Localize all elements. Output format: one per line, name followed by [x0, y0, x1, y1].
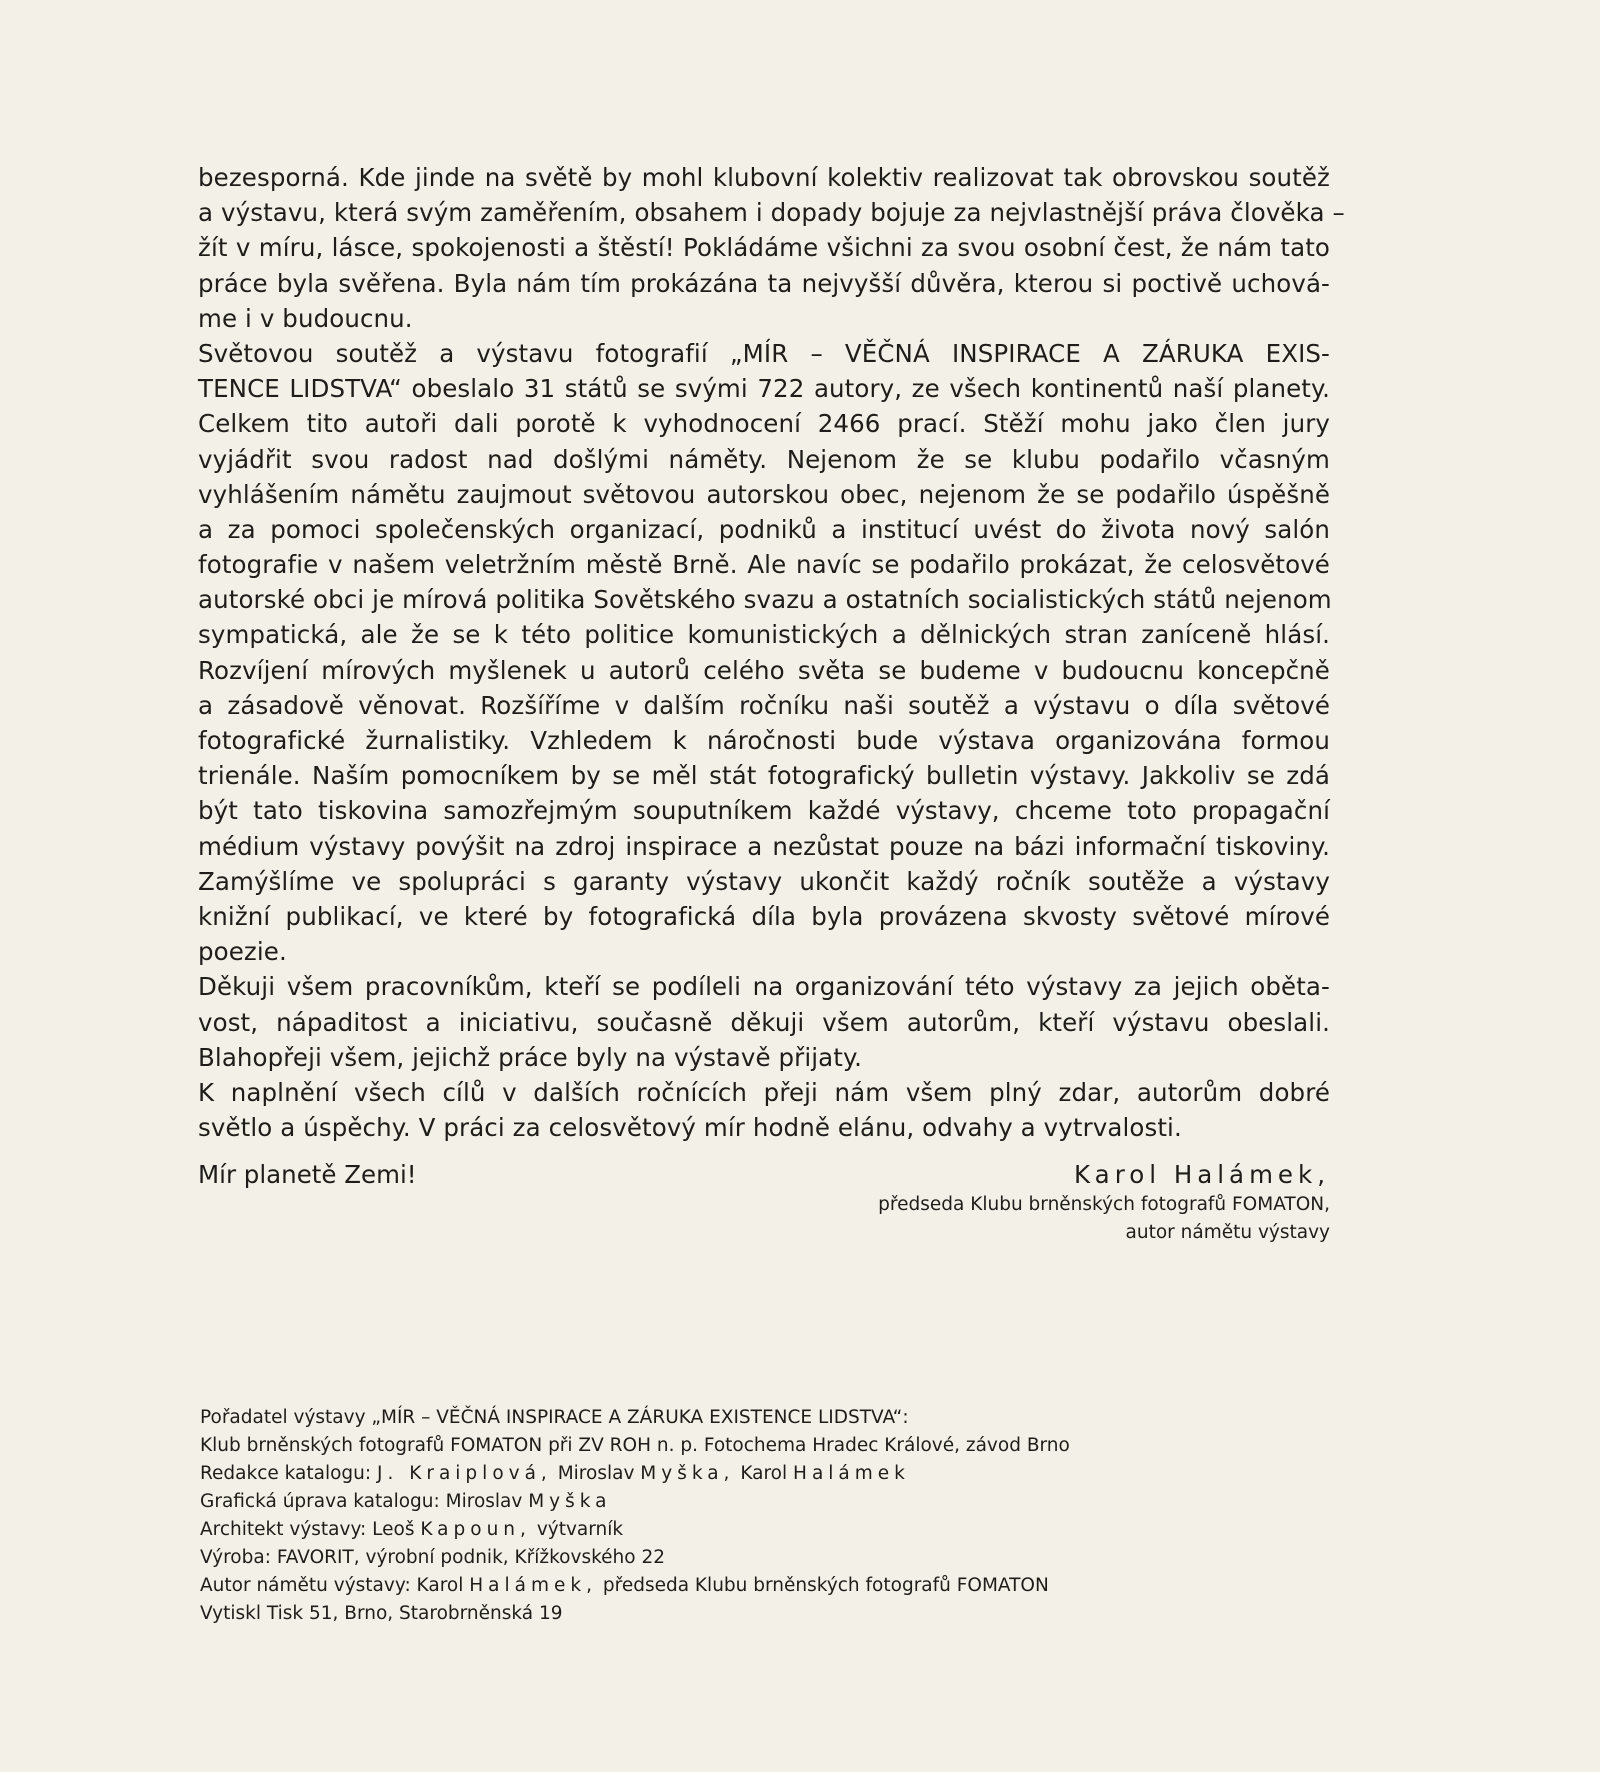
text-line: a za pomoci společenských organizací, podniků a institucí uvést do života nový salón [198, 514, 1330, 544]
credit-label: Grafická úprava katalogu: Miroslav [200, 1491, 523, 1512]
text-line: světlo a úspěchy. V práci za celosvětový mír hodně elánu, odvahy a vytrvalosti. [198, 1113, 1182, 1143]
text-line: knižní publikací, ve které by fotografická díla byla provázena skvosty světové mírové [198, 901, 1330, 931]
credit-label: Redakce katalogu: [200, 1463, 372, 1484]
text-line: bezesporná. Kde jinde na světě by mohl klubovní kolektiv realizovat tak obrovskou soutěž [198, 163, 1330, 192]
credit-label: Architekt výstavy: Leoš [200, 1519, 415, 1540]
text-line: K naplnění všech cílů v dalších ročnících přeji nám všem plný zdar, autorům dobré [198, 1077, 1330, 1107]
credit-production: Výroba: FAVORIT, výrobní podnik, Křížkovského 22 [200, 1547, 665, 1568]
signer-role-secondary: autor námětu výstavy [1125, 1222, 1330, 1243]
credit-person-last: Halámek [793, 1463, 910, 1484]
text-line: poezie. [198, 937, 287, 967]
credit-organizer-label: Pořadatel výstavy „MÍR – VĚČNÁ INSPIRACE A ZÁRUKA EXISTENCE LIDSTVA“: [200, 1407, 909, 1428]
credits-block [200, 1404, 1300, 1628]
credit-person-last: Kapoun, [420, 1519, 531, 1540]
text-line: trienále. Naším pomocníkem by se měl stát fotografický bulletin výstavy. Jakkoliv se zdá [198, 761, 1330, 791]
text-line: fotografie v našem veletržním městě Brně. Ale navíc se podařilo prokázat, že celosvětové [198, 550, 1330, 580]
credit-organizer: Klub brněnských fotografů FOMATON při ZV ROH n. p. Fotochema Hradec Králové, závod Brno [200, 1435, 1070, 1456]
text-line: sympatická, ale že se k této politice komunistických a dělnických stran zaníceně hlásí. [198, 620, 1330, 650]
text-line: a zásadově věnovat. Rozšíříme v dalším ročníku naši soutěž a výstavu o díla světové [198, 690, 1330, 720]
credit-architect [200, 1516, 1300, 1544]
text-line: Světovou soutěž a výstavu fotografií „MÍR – VĚČNÁ INSPIRACE A ZÁRUKA EXIS- [198, 338, 1330, 368]
credit-editors [200, 1460, 1300, 1488]
credit-person-last: Halámek, [469, 1575, 597, 1596]
text-line: fotografické žurnalistiky. Vzhledem k náročnosti bude výstava organizována formou [198, 726, 1330, 755]
text-line: Děkuji všem pracovníkům, kteří se podíleli na organizování této výstavy za jejich oběta- [198, 972, 1330, 1002]
credit-person-first: Karol [740, 1463, 788, 1484]
credit-person-last: Myška, [640, 1463, 735, 1484]
signer-name: Karol Halámek, [1074, 1160, 1330, 1189]
closing-greeting: Mír planetě Zemi! [198, 1160, 417, 1189]
text-line: Celkem tito autoři dali porotě k vyhodnocení 2466 prací. Stěží mohu jako člen jury [198, 409, 1330, 439]
text-line: práce byla svěřena. Byla nám tím prokázána ta nejvyšší důvěra, kterou si poctivě uchová- [198, 268, 1330, 298]
signature-row [198, 1157, 1330, 1193]
text-line: a výstavu, která svým zaměřením, obsahem i dopady bojuje za nejvlastnější práva člověka – [198, 198, 1345, 228]
main-text [198, 160, 1345, 1145]
text-line: Rozvíjení mírových myšlenek u autorů celého světa se budeme v budoucnu koncepčně [198, 655, 1330, 685]
text-line: me i v budoucnu. [198, 303, 413, 333]
text-line: vost, nápaditost a iniciativu, současně děkuji všem autorům, kteří výstavu obeslali. [198, 1007, 1330, 1037]
text-line: být tato tiskovina samozřejmým souputníkem každé výstavy, chceme toto propagační [198, 796, 1330, 826]
text-line: TENCE LIDSTVA“ obeslalo 31 států se svými 722 autory, ze všech kontinentů naší planety. [198, 374, 1330, 404]
text-line: vyjádřit svou radost nad došlými náměty. Nejenom že se klubu podařilo včasným [198, 444, 1330, 474]
credit-person-first: Miroslav [557, 1463, 635, 1484]
credit-role: výtvarník [536, 1519, 624, 1540]
credit-printer: Vytiskl Tisk 51, Brno, Starobrněnská 19 [200, 1603, 563, 1624]
text-line: médium výstavy povýšit na zdroj inspirace a nezůstat pouze na bázi informační tiskoviny. [198, 831, 1330, 861]
credit-label: Autor námětu výstavy: Karol [200, 1575, 464, 1596]
text-line: Zamýšlíme ve spolupráci s garanty výstavy ukončit každý ročník soutěže a výstavy [198, 866, 1330, 896]
credit-role: předseda Klubu brněnských fotografů FOMATON [602, 1575, 1049, 1596]
credit-person-last: Myška [528, 1491, 612, 1512]
text-line: žít v míru, lásce, spokojenosti a štěstí! Pokládáme všichni za svou osobní čest, že nám tato [198, 233, 1330, 263]
credit-author [200, 1572, 1300, 1600]
text-line: Blahopřeji všem, jejichž práce byly na výstavě přijaty. [198, 1042, 862, 1072]
credit-design [200, 1488, 1300, 1516]
text-line: vyhlášením námětu zaujmout světovou autorskou obec, nejenom že se podařilo úspěšně [198, 479, 1330, 509]
credit-person: J. Kraiplová, [377, 1463, 552, 1484]
signer-role: předseda Klubu brněnských fotografů FOMATON, [878, 1194, 1330, 1215]
text-line: autorské obci je mírová politika Sovětského svazu a ostatních socialistických států nejenom [198, 585, 1332, 615]
